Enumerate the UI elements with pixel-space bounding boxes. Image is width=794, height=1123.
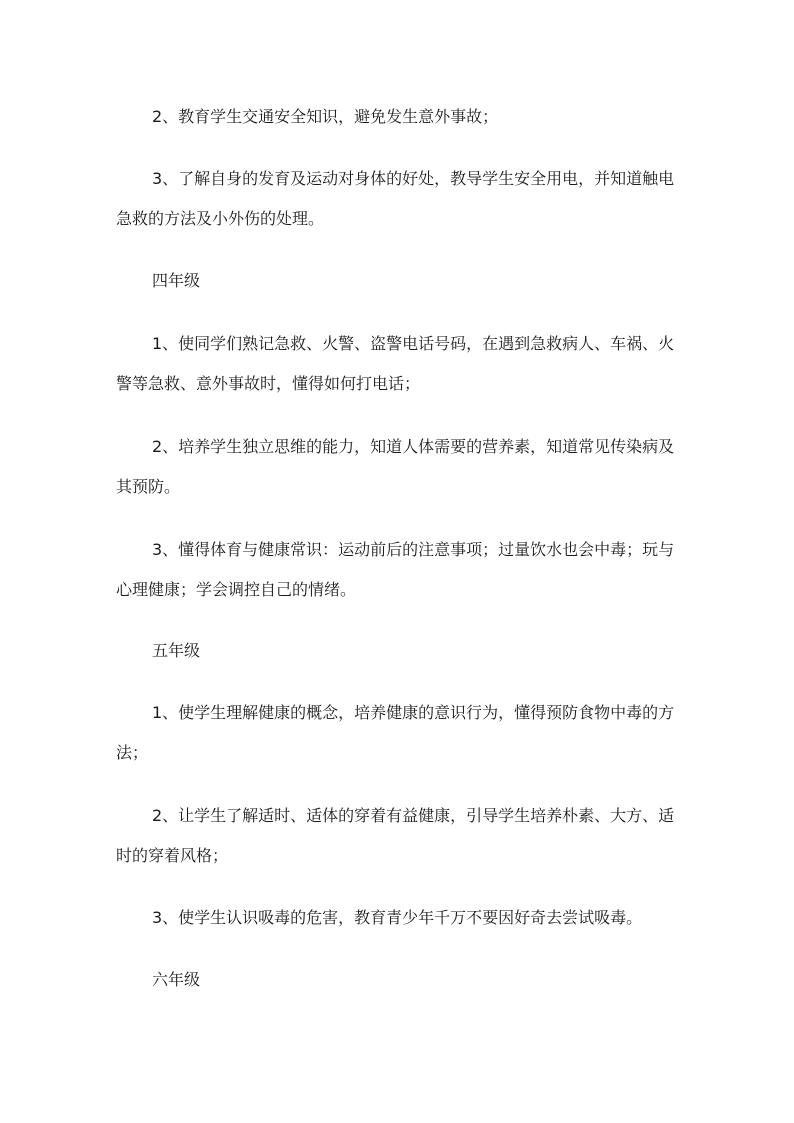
paragraph-g4-item-1: 1、使同学们熟记急救、火警、盗警电话号码，在遇到急救病人、车祸、火警等急救、意外事故时，懂得如何打电话；	[116, 334, 675, 393]
paragraph-g5-item-2: 2、让学生了解适时、适体的穿着有益健康，引导学生培养朴素、大方、适时的穿着风格；	[116, 806, 675, 865]
heading-grade-5: 五年级	[152, 641, 201, 660]
heading-grade-4: 四年级	[152, 271, 201, 290]
paragraph-g3-item-3: 3、了解自身的发育及运动对身体的好处，教导学生安全用电，并知道触电急救的方法及小外伤的处理。	[116, 169, 675, 228]
heading-grade-6: 六年级	[152, 970, 201, 989]
paragraph-g4-item-3: 3、懂得体育与健康常识：运动前后的注意事项；过量饮水也会中毒；玩与心理健康；学会调控自己的情绪。	[116, 540, 675, 599]
paragraph-g4-item-2: 2、培养学生独立思维的能力，知道人体需要的营养素，知道常见传染病及其预防。	[116, 437, 675, 496]
paragraph-g5-item-1: 1、使学生理解健康的概念，培养健康的意识行为，懂得预防食物中毒的方法；	[116, 703, 675, 762]
paragraph-g5-item-3: 3、使学生认识吸毒的危害，教育青少年千万不要因好奇去尝试吸毒。	[152, 908, 643, 927]
paragraph-g3-item-2: 2、教育学生交通安全知识，避免发生意外事故；	[152, 107, 499, 126]
